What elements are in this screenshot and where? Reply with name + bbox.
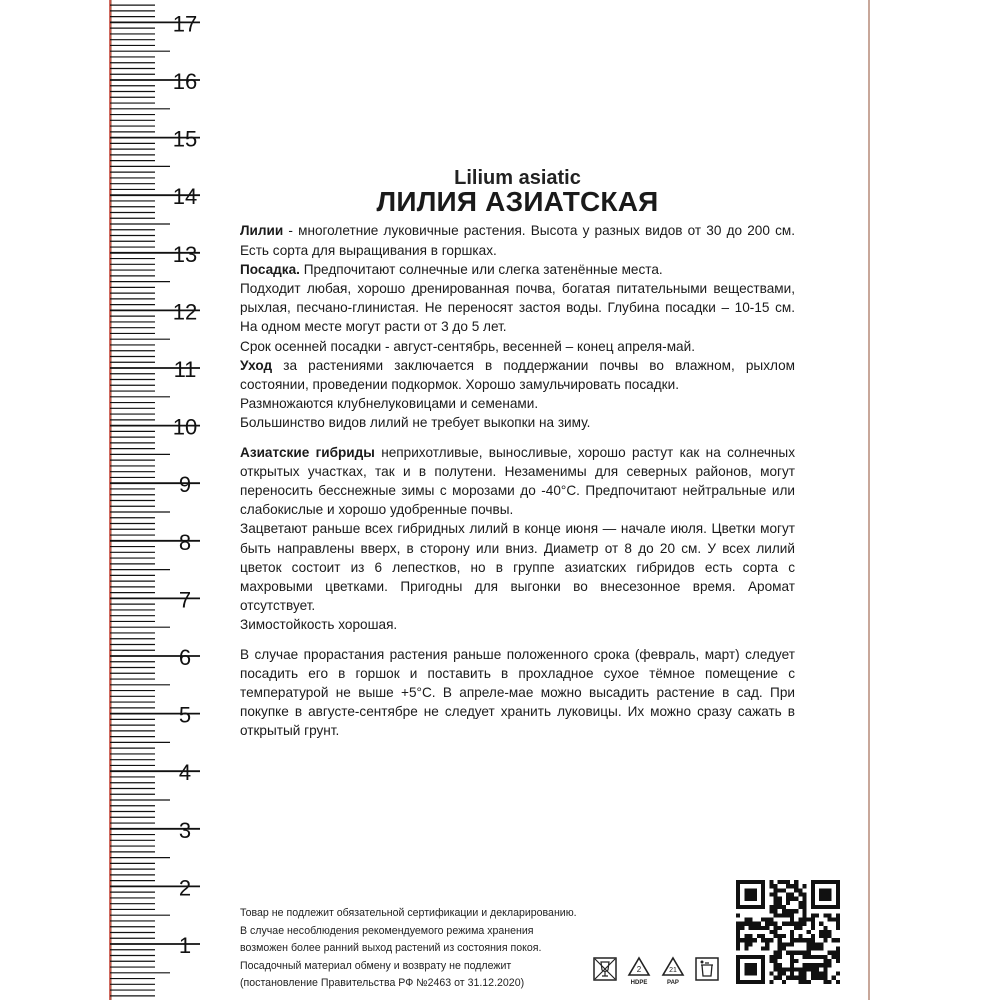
ruler-label: 7 <box>178 587 192 613</box>
ruler-label: 10 <box>172 414 198 440</box>
footer-line: возможен более ранний выход растений из состояния покоя. <box>240 942 542 955</box>
term-planting: Посадка. <box>240 261 300 277</box>
text-lilies: - многолетние луковичные растения. Высота у разных видов от 30 до 200 см. Есть сорта для выращивания в горшках. <box>240 223 795 258</box>
paragraph-care <box>240 356 795 394</box>
no-glass-icon <box>592 956 618 986</box>
footer-line: Товар не подлежит обязательной сертификации и декларированию. <box>240 907 577 919</box>
footer-line: В случае несоблюдения рекомендуемого режима хранения <box>240 924 534 937</box>
qr-code <box>736 880 840 984</box>
hdpe-label: HDPE <box>630 980 648 986</box>
pap-number: 21 <box>669 967 677 974</box>
footer-line: Посадочный материал обмену и возврату не подлежит <box>240 959 512 972</box>
ruler-label: 8 <box>178 529 192 555</box>
paragraph-flowering: Зацветают раньше всех гибридных лилий в конце июня — начале июля. Цветки могут быть направлены вверх, в сторону или вниз. Диаметр от 8 до 20 см. У всех лилий цветок состоит из 6 лепестков, но в группе азиатских гибридов есть сорта с махровыми цветками. Пригодны для выгонки во внесезонное время. Аромат отсутствует. <box>240 521 795 614</box>
ruler-label: 4 <box>178 760 192 786</box>
right-border-line <box>868 0 870 1000</box>
paragraph-soil: Подходит любая, хорошо дренированная почва, богатая питательными веществами, рыхлая, песчано-глинистая. Не переносят застоя воды. Глубина посадки – 10-15 см. На одном месте могут расти от 3 до 5 лет. <box>240 281 795 335</box>
text-asiatic-hybrids: неприхотливые, выносливые, хорошо растут как на солнечных открытых участках, так и в полутени. Незаменимы для северных районов, могут переносить бесснежные зимы с морозами до -40°С. Предпочитают нейтральные или слабокислые и хорошо удобренные почвы. <box>240 444 795 518</box>
ruler-label: 14 <box>172 184 198 210</box>
ruler-label: 2 <box>178 875 192 901</box>
paragraph-propagation: Размножаются клубнелуковицами и семенами. <box>240 396 539 412</box>
pap-recycle-icon <box>660 956 686 986</box>
paragraph-planting <box>240 260 795 279</box>
ruler-label: 3 <box>178 817 192 843</box>
ruler-label: 9 <box>178 472 192 498</box>
product-description <box>240 165 795 741</box>
paragraph-lilies <box>240 221 795 259</box>
ruler-label: 5 <box>178 702 192 728</box>
hdpe-number: 2 <box>636 965 642 974</box>
product-title: ЛИЛИЯ АЗИАТСКАЯ <box>376 186 659 218</box>
ruler-label: 1 <box>178 933 192 958</box>
paragraph-winter: Большинство видов лилий не требует выкопки на зиму. <box>240 415 591 431</box>
paragraph-asiatic-hybrids <box>240 443 795 520</box>
ruler-label: 6 <box>178 645 192 670</box>
term-asiatic-hybrids: Азиатские гибриды <box>240 444 375 460</box>
ruler-label: 16 <box>172 69 198 94</box>
ruler-label: 12 <box>172 299 198 325</box>
footer-line: (постановление Правительства РФ №2463 от 31.12.2020) <box>240 977 525 990</box>
term-lilies: Лилии <box>240 223 284 239</box>
term-care: Уход <box>240 357 273 373</box>
trash-bin-icon <box>694 956 720 986</box>
hdpe-recycle-icon <box>626 956 652 986</box>
paragraph-hardiness: Зимостойкость хорошая. <box>240 617 398 633</box>
ruler-label: 15 <box>172 126 198 152</box>
ruler-label: 11 <box>173 357 197 382</box>
legal-footer <box>240 905 600 993</box>
centimeter-ruler <box>0 0 215 1000</box>
latin-name: Lilium asiatic <box>454 167 581 189</box>
paragraph-planting-time: Срок осенней посадки - август-сентябрь, весенней – конец апреля-май. <box>240 338 695 354</box>
text-planting: Предпочитают солнечные или слегка затенённые места. <box>299 261 663 277</box>
paragraph-early-sprouting: В случае прорастания растения раньше положенного срока (февраль, март) следует посадить его в горшок и поставить в прохладное сухое тёмное помещение с температурой не выше +5°С. В апреле-мае можно высадить растение в сад. При покупке в августе-сентябре не следует хранить луковицы. Их можно сразу сажать в открытый грунт. <box>240 646 795 739</box>
recycling-icons <box>592 956 720 990</box>
ruler-label: 13 <box>172 241 198 267</box>
pap-label: PAP <box>667 980 679 986</box>
ruler-label: 17 <box>172 11 198 37</box>
text-care: за растениями заключается в поддержании почвы во влажном, рыхлом состоянии, проведении подкормок. Хорошо замульчировать посадки. <box>240 357 795 393</box>
